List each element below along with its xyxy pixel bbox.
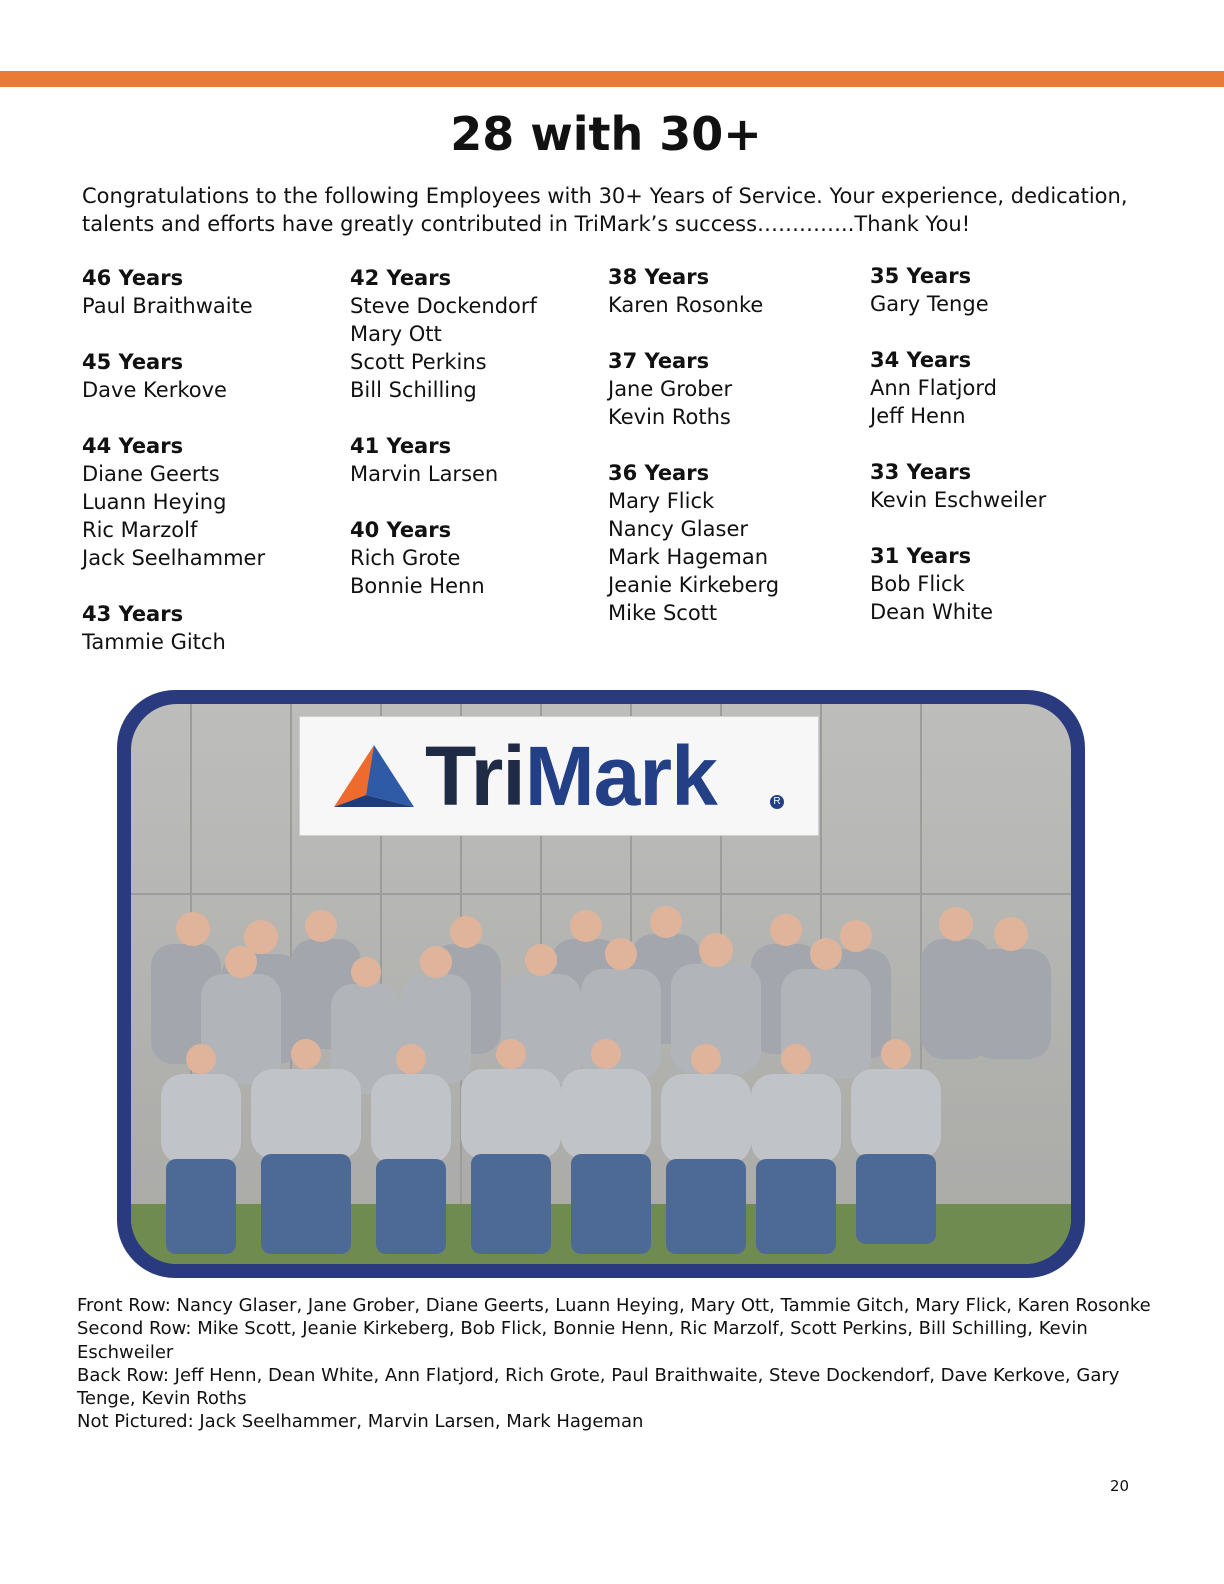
trimark-triangle-logo-icon [330, 741, 418, 811]
years-group [82, 264, 342, 320]
employee-name: Luann Heying [82, 490, 227, 514]
years-heading: 36 Years [608, 461, 710, 485]
employee-name: Jeff Henn [870, 404, 966, 428]
years-group [350, 264, 610, 404]
employee-name: Tammie Gitch [82, 630, 226, 654]
intro-paragraph: Congratulations to the following Employees with 30+ Years of Service. Your experience, dedication, talents and efforts have greatly contributed in TriMark’s success…………..Thank You! [82, 184, 1128, 236]
trimark-wordmark [425, 729, 717, 823]
caption-second-row: Second Row: Mike Scott, Jeanie Kirkeberg, Bob Flick, Bonnie Henn, Ric Marzolf, Scott Perkins, Bill Schilling, Kevin Eschweiler [77, 1318, 1088, 1363]
group-photo-frame [117, 690, 1085, 1278]
page-number: 20 [1110, 1477, 1130, 1495]
years-column-3 [608, 263, 868, 655]
years-group [870, 542, 1130, 626]
years-heading: 45 Years [82, 350, 184, 374]
caption-not-pictured: Not Pictured: Jack Seelhammer, Marvin Larsen, Mark Hageman [77, 1411, 644, 1433]
wordmark-tri: Tri [425, 729, 525, 823]
years-group [608, 347, 868, 431]
years-heading: 41 Years [350, 434, 452, 458]
years-heading: 43 Years [82, 602, 184, 626]
employee-name: Paul Braithwaite [82, 294, 253, 318]
employee-name: Rich Grote [350, 546, 461, 570]
years-group [608, 459, 868, 627]
employee-name: Nancy Glaser [608, 517, 749, 541]
employee-name: Karen Rosonke [608, 293, 764, 317]
employee-name: Steve Dockendorf [350, 294, 537, 318]
years-heading: 38 Years [608, 265, 710, 289]
caption-front-row: Front Row: Nancy Glaser, Jane Grober, Diane Geerts, Luann Heying, Mary Ott, Tammie Gitch, Mary Flick, Karen Rosonke [77, 1295, 1151, 1316]
years-heading: 44 Years [82, 434, 184, 458]
orange-header-bar [0, 71, 1224, 87]
years-heading: 33 Years [870, 460, 972, 484]
years-heading: 40 Years [350, 518, 452, 542]
employee-name: Dave Kerkove [82, 378, 227, 402]
years-heading: 46 Years [82, 266, 184, 290]
years-heading: 34 Years [870, 348, 972, 372]
employee-name: Ann Flatjord [870, 376, 997, 400]
employee-name: Kevin Roths [608, 405, 731, 429]
photo-caption [77, 1294, 1167, 1434]
years-heading: 42 Years [350, 266, 452, 290]
trimark-sign [299, 716, 819, 836]
employee-name: Marvin Larsen [350, 462, 499, 486]
employee-name: Bonnie Henn [350, 574, 485, 598]
years-heading: 35 Years [870, 264, 972, 288]
employee-name: Jeanie Kirkeberg [608, 573, 780, 597]
years-heading: 37 Years [608, 349, 710, 373]
years-group [350, 432, 610, 488]
years-group [82, 432, 342, 572]
group-photo [131, 704, 1071, 1264]
years-group [870, 262, 1130, 318]
years-group [870, 346, 1130, 430]
years-group [82, 348, 342, 404]
employee-name: Jane Grober [608, 377, 733, 401]
years-column-2 [350, 264, 610, 628]
wordmark-mark: Mark [524, 729, 717, 823]
employee-name: Mary Ott [350, 322, 442, 346]
years-group [350, 516, 610, 600]
employee-name: Mary Flick [608, 489, 715, 513]
employee-name: Mike Scott [608, 601, 718, 625]
years-column-1 [82, 264, 342, 684]
page-title: 28 with 30+ [450, 107, 762, 161]
caption-back-row: Back Row: Jeff Henn, Dean White, Ann Flatjord, Rich Grote, Paul Braithwaite, Steve Dockendorf, Dave Kerkove, Gary Tenge, Kevin Roths [77, 1364, 1120, 1410]
employee-name: Bob Flick [870, 572, 965, 596]
employee-name: Dean White [870, 600, 994, 624]
employee-name: Gary Tenge [870, 292, 989, 316]
years-group [82, 600, 342, 656]
years-column-4 [870, 262, 1130, 654]
years-group [870, 458, 1130, 514]
years-group [608, 263, 868, 319]
employee-name: Ric Marzolf [82, 518, 198, 542]
employee-name: Kevin Eschweiler [870, 488, 1047, 512]
employee-name: Bill Schilling [350, 378, 477, 402]
employee-name: Diane Geerts [82, 462, 220, 486]
registered-mark: R [770, 795, 784, 809]
years-heading: 31 Years [870, 544, 972, 568]
employee-name: Scott Perkins [350, 350, 487, 374]
employee-name: Mark Hageman [608, 545, 769, 569]
employee-name: Jack Seelhammer [82, 546, 266, 570]
